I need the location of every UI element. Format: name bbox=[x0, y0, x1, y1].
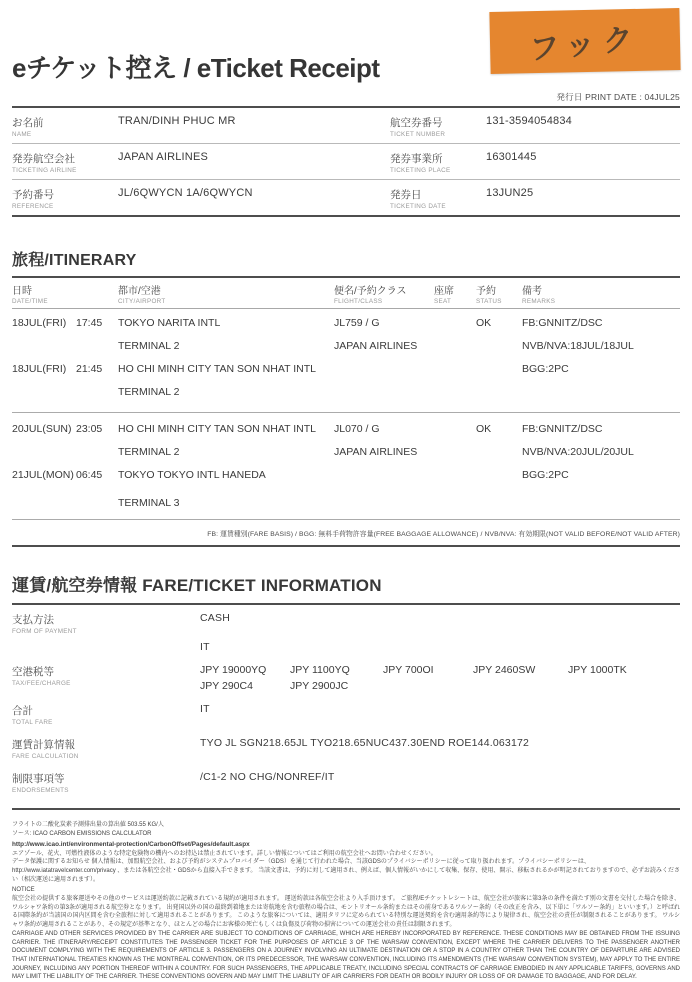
tax-label: 空港税等 TAX/FEE/CHARGE bbox=[12, 666, 71, 687]
itinerary-bottom-rule bbox=[12, 545, 680, 547]
icao-url: http://www.icao.int/environmental-protection/CarbonOffset/Pages/default.aspx bbox=[12, 841, 250, 849]
segment-2 bbox=[12, 415, 680, 519]
data-protection-notice-2: http://www.iatatravelcenter.com/privacy 、または各航空会社・GDSから直接入手できます。 当該文書は、予約に対して適用され、例えば、個人情報がいかにして収集、保存、使用、開示、移転されるかが明記されておりますので、必ずお読みください（相次運送に適用されます）。 bbox=[12, 868, 680, 883]
arrive-city: HO CHI MINH CITY TAN SON NHAT INTL bbox=[118, 363, 316, 375]
ticket-number: 131-3594054834 bbox=[486, 115, 572, 127]
notice-english: CARRIAGE AND OTHER SERVICES PROVIDED BY THE CARRIER ARE SUBJECT TO CONDITIONS OF CARRIAGE, WHICH ARE HEREBY INCORPORATED BY REFERENCE. THESE CONDITIONS MAY BE OBTAINED FROM THE ISSUING CARRIER. THE ITINERARY/RECEIPT CONSTITUTES THE PASSENGER TICKET FOR THE PURPOSES OF ARTICLE 3 OF THE WARSAW CONVENTION, EXCEPT WHERE THE CARRIER DELIVERS TO THE PASSENGER ANOTHER DOCUMENT COMPLYING WITH THE REQUIREMENTS OF ARTICLE 3. PASSENGERS ON A JOURNEY INVOLVING AN ULTIMATE DESTINATION OR A STOP IN A COUNTRY OTHER THAN THE COUNTRY OF DEPARTURE ARE ADVISED THAT INTERNATIONAL TREATIES KNOWN AS THE MONTREAL CONVENTION, OR ITS PREDECESSOR, THE WARSAW CONVENTION, INCLUDING ITS AMENDMENTS (THE WARSAW CONVENTION SYSTEM), MAY APPLY TO THE ENTIRE JOURNEY, INCLUDING ANY PORTION THEREOF WITHIN A COUNTRY. FOR SUCH PASSENGERS, THE APPLICABLE TREATY, INCLUDING SPECIAL CONTRACTS OF CARRIAGE EMBODIED IN ANY APPLICABLE TARIFFS, GOVERNS AND MAY LIMIT THE LIABILITY OF THE CARRIER. THESE CONVENTIONS GOVERN AND MAY LIMIT THE LIABILITY OF AIR CARRIERS FOR DEATH OR BODILY INJURY OR LOSS OF OR DAMAGE TO BAGGAGE, AND FOR DELAY. bbox=[12, 930, 680, 981]
passenger-name: TRAN/DINH PHUC MR bbox=[118, 115, 236, 127]
col-status: 予約 STATUS bbox=[476, 286, 502, 305]
ticketing-date-label: 発券日 TICKETING DATE bbox=[390, 189, 446, 210]
operating-carrier: JAPAN AIRLINES bbox=[334, 340, 418, 352]
notice-japanese: 航空会社の提供する旅客運送やその他のサービスは運送約款に記載されている規約が適用されます。 運送約款は各航空会社より入手頂けます。 ご旅程/Eチケットレシートは、航空会社が旅客に第3条の条件を満たす別の文書を交付した場合を除き、ワルシャワ条約の第3条が適用される航空券となります。 出発国以外の国の最終到着地または寄航地を含む旅程の場合は、モントリオール条約またはその前身であるワルソー条約（その改正を含み、以下単に「ワルソー条約」といいます。）と呼ばれる国際条約が当該国の国内区間を含む全旅程に対して適用されることがあります。 このような旅客については、適用タリフに定められている特別な運送契約を含む適用条約等により規律され、航空会社の責任が制限されることがあります。 ワルシャワ条約が適用されることがあり、その規定が基準となり、ほとんどの場合にお客様の死亡もしくは負傷及び荷物の損害についての運送会社の責任は制限されます。 bbox=[12, 896, 680, 929]
remarks: FB:GNNITZ/DSC bbox=[522, 423, 603, 435]
segment-divider bbox=[12, 412, 680, 413]
endorsements-row bbox=[12, 764, 680, 798]
arrive-time: 06:45 bbox=[76, 469, 103, 481]
endorsements-value: /C1-2 NO CHG/NONREF/IT bbox=[200, 771, 335, 783]
ticketing-airline: JAPAN AIRLINES bbox=[118, 151, 209, 163]
seat bbox=[434, 418, 476, 441]
remarks: FB:GNNITZ/DSC bbox=[522, 317, 603, 329]
table-row bbox=[12, 335, 680, 358]
carbon-source-line: ソース: ICAO CARBON EMISSIONS CALCULATOR bbox=[12, 830, 152, 837]
itinerary-heading: 旅程/ITINERARY bbox=[12, 252, 137, 269]
flight-number: JL070 / G bbox=[334, 423, 380, 435]
ticketing-date: 13JUN25 bbox=[486, 187, 534, 199]
notice-label: NOTICE bbox=[12, 887, 35, 894]
form-of-payment-value: CASH bbox=[200, 612, 230, 624]
name-label: お名前 NAME bbox=[12, 117, 44, 138]
col-seat: 座席 SEAT bbox=[434, 286, 454, 305]
table-row bbox=[12, 358, 680, 381]
table-row bbox=[12, 312, 680, 335]
col-remarks: 備考 REMARKS bbox=[522, 286, 556, 305]
fare-calculation-value: TYO JL SGN218.65JL TYO218.65NUC437.30END ROE144.063172 bbox=[200, 737, 530, 749]
fare-it-row bbox=[12, 639, 680, 657]
print-date: 発行日 PRINT DATE : 04JUL25 bbox=[556, 92, 680, 102]
terminal: TERMINAL 3 bbox=[118, 497, 180, 509]
form-of-payment-label: 支払方法 FORM OF PAYMENT bbox=[12, 614, 77, 635]
tax-item: JPY 2900JC bbox=[290, 680, 349, 692]
status: OK bbox=[476, 423, 492, 435]
itinerary-column-headers bbox=[12, 278, 680, 309]
col-date-time: 日時 DATE/TIME bbox=[12, 286, 48, 305]
itinerary-table bbox=[12, 276, 680, 547]
tax-line-1 bbox=[200, 664, 680, 676]
reference-number: JL/6QWYCN 1A/6QWYCN bbox=[118, 187, 253, 199]
table-row bbox=[12, 464, 680, 487]
tax-item: JPY 700OI bbox=[383, 664, 434, 676]
data-protection-notice: データ保護に関するお知らせ 個人情報は、加盟航空会社、および予約がシステムプロバイダー（GDS）を通じて行われた場合、当該GDSのプライバシーポリシーに従って取り扱われます。プライバシーポリシーは、 bbox=[12, 859, 590, 866]
total-fare-label: 合計 TOTAL FARE bbox=[12, 705, 53, 726]
carbon-emissions-line: フライトの二酸化炭素予測排出量の算出値 503.55 KG/人 bbox=[12, 822, 164, 828]
tax-row bbox=[12, 657, 680, 696]
fare-bottom-rule bbox=[12, 808, 680, 810]
fine-print bbox=[12, 821, 680, 982]
col-city-airport: 都市/空港 CITY/AIRPORT bbox=[118, 286, 166, 305]
flight-number: JL759 / G bbox=[334, 317, 380, 329]
ticketing-airline-label: 発券航空会社 TICKETING AIRLINE bbox=[12, 153, 77, 174]
depart-date: 20JUL(SUN) bbox=[12, 423, 72, 435]
fare-section-heading: 運賃/航空券情報 FARE/TICKET INFORMATION bbox=[12, 571, 680, 605]
arrive-date: 21JUL(MON) bbox=[12, 469, 74, 481]
ticketing-place: 16301445 bbox=[486, 151, 537, 163]
terminal: TERMINAL 2 bbox=[118, 446, 180, 458]
segment-1 bbox=[12, 309, 680, 408]
remarks: BGG:2PC bbox=[522, 469, 569, 481]
total-fare-row bbox=[12, 696, 680, 730]
remarks: BGG:2PC bbox=[522, 363, 569, 375]
sticky-note bbox=[489, 8, 680, 74]
info-row-reference bbox=[12, 180, 680, 215]
remarks: NVB/NVA:20JUL/20JUL bbox=[522, 446, 634, 458]
depart-city: TOKYO NARITA INTL bbox=[118, 317, 221, 329]
fare-calculation-label: 運賃計算情報 FARE CALCULATION bbox=[12, 739, 79, 760]
tax-item: JPY 2460SW bbox=[473, 664, 536, 676]
info-row-airline bbox=[12, 144, 680, 180]
depart-time: 23:05 bbox=[76, 423, 103, 435]
tax-item: JPY 290C4 bbox=[200, 680, 253, 692]
page-title: eチケット控え / eTicket Receipt bbox=[12, 53, 380, 83]
tax-item: JPY 19000YQ bbox=[200, 664, 267, 676]
col-flight-class: 便名/予約クラス FLIGHT/CLASS bbox=[334, 286, 407, 305]
table-row bbox=[12, 418, 680, 441]
itinerary-legend: FB: 運賃種別(FARE BASIS) / BGG: 無料手荷物許容量(FREE BAGGAGE ALLOWANCE) / NVB/NVA: 有効期限(NOT VALID BEFORE/NOT VALID AFTER) bbox=[12, 519, 680, 545]
ticketing-place-label: 発券事業所 TICKETING PLACE bbox=[390, 153, 451, 174]
terminal: TERMINAL 2 bbox=[118, 386, 180, 398]
depart-date: 18JUL(FRI) bbox=[12, 317, 67, 329]
table-row bbox=[12, 441, 680, 464]
remarks: NVB/NVA:18JUL/18JUL bbox=[522, 340, 634, 352]
arrive-date: 18JUL(FRI) bbox=[12, 363, 67, 375]
reference-label: 予約番号 REFERENCE bbox=[12, 189, 54, 210]
total-fare-value: IT bbox=[200, 703, 210, 715]
passenger-info-section bbox=[12, 106, 680, 217]
operating-carrier: JAPAN AIRLINES bbox=[334, 446, 418, 458]
dangerous-goods-notice: エアゾール、花火、可燃性液体のような特定危険物の機内へのお持込は禁止されています。詳しい情報についてはご利用の航空会社へお問い合わせください。 bbox=[12, 850, 437, 857]
arrive-time: 21:45 bbox=[76, 363, 103, 375]
seat bbox=[434, 312, 476, 335]
arrive-city: TOKYO TOKYO INTL HANEDA bbox=[118, 469, 266, 481]
form-of-payment-row bbox=[12, 605, 680, 639]
depart-city: HO CHI MINH CITY TAN SON NHAT INTL bbox=[118, 423, 316, 435]
terminal: TERMINAL 2 bbox=[118, 340, 180, 352]
fare-calculation-row bbox=[12, 730, 680, 764]
tax-item: JPY 1000TK bbox=[568, 664, 627, 676]
table-row bbox=[12, 381, 680, 404]
depart-time: 17:45 bbox=[76, 317, 103, 329]
info-row-name bbox=[12, 108, 680, 144]
fare-it-value: IT bbox=[200, 641, 210, 653]
sticky-note-handwriting: フック bbox=[528, 21, 642, 68]
table-row bbox=[12, 492, 680, 515]
tax-line-2 bbox=[200, 680, 680, 692]
ticket-number-label: 航空券番号 TICKET NUMBER bbox=[390, 117, 446, 138]
endorsements-label: 制限事項等 ENDORSEMENTS bbox=[12, 773, 69, 794]
tax-item: JPY 1100YQ bbox=[290, 664, 350, 676]
status: OK bbox=[476, 317, 492, 329]
